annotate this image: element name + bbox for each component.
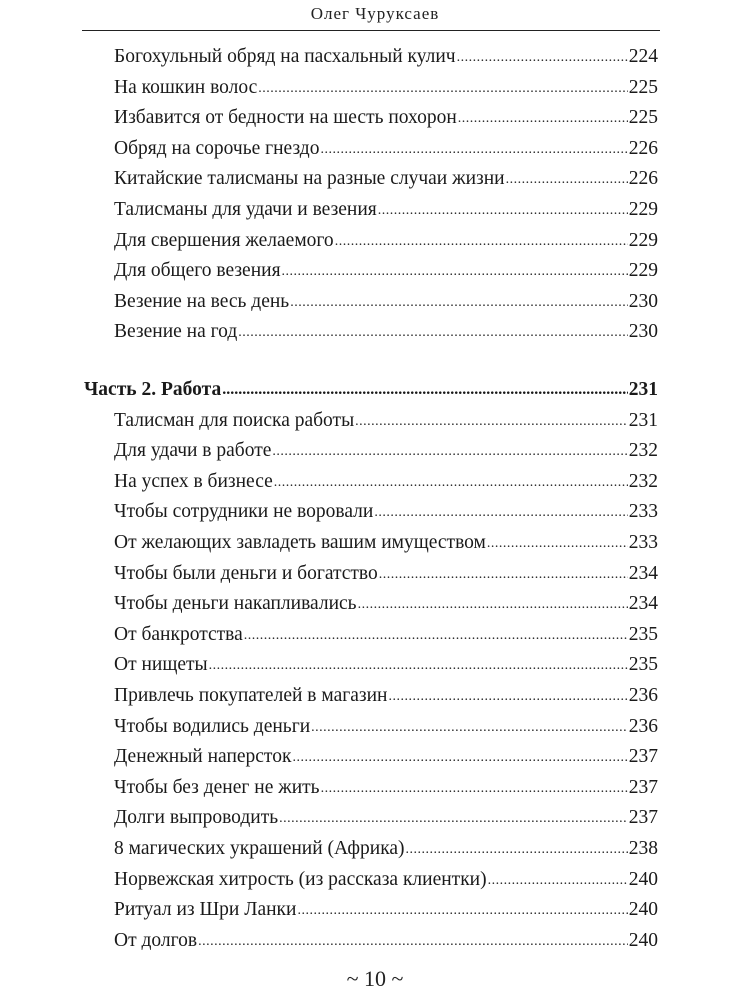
toc-entry-page: 240 xyxy=(628,899,658,921)
toc-entry xyxy=(114,925,658,957)
toc-entry xyxy=(114,194,658,226)
toc-entry xyxy=(114,741,658,773)
toc-entry-page: 237 xyxy=(628,807,658,829)
toc-part-entry xyxy=(84,374,658,406)
toc-entry-title: Везение на год xyxy=(114,321,238,343)
toc-entry xyxy=(114,894,658,926)
toc-entry-title: Обряд на сорочье гнездо xyxy=(114,137,320,159)
dot-leader xyxy=(292,740,627,774)
toc-entry xyxy=(114,864,658,896)
dot-leader xyxy=(272,434,627,468)
toc-entry-title: Денежный наперсток xyxy=(114,746,292,768)
dot-leader xyxy=(244,618,628,652)
dot-leader xyxy=(379,557,628,591)
dot-leader xyxy=(297,893,627,927)
toc-entry-page: 237 xyxy=(628,746,658,768)
dot-leader xyxy=(320,132,627,166)
toc-entry-page: 233 xyxy=(628,501,658,523)
toc-entry-title: Талисман для поиска работы xyxy=(114,409,355,431)
dot-leader xyxy=(358,587,628,621)
toc-entry xyxy=(114,133,658,165)
dot-leader xyxy=(274,465,628,499)
toc-entry-title: От банкротства xyxy=(114,623,243,645)
dot-leader xyxy=(279,801,628,835)
dot-leader xyxy=(238,315,628,349)
toc-entry-title: Чтобы были деньги и богатство xyxy=(114,562,378,584)
toc-entry-page: 225 xyxy=(628,107,658,129)
toc-entry-page: 240 xyxy=(628,929,658,951)
dot-leader xyxy=(378,193,628,227)
toc-entry-page: 235 xyxy=(628,654,658,676)
dot-leader xyxy=(388,679,627,713)
toc-entry-title: Везение на весь день xyxy=(114,290,290,312)
toc-entry xyxy=(114,802,658,834)
dot-leader xyxy=(355,404,628,438)
toc-entry-page: 225 xyxy=(628,76,658,98)
toc-entry-page: 230 xyxy=(628,321,658,343)
toc-entry xyxy=(114,405,658,437)
toc-entry-title: Для общего везения xyxy=(114,260,281,282)
toc-entry xyxy=(114,286,658,318)
toc-entry-title: Для удачи в работе xyxy=(114,440,272,462)
toc-entry-title: Привлечь покупателей в магазин xyxy=(114,685,388,706)
dot-leader xyxy=(258,71,627,105)
toc-entry xyxy=(114,680,658,712)
toc-entry-title: На кошкин волос xyxy=(114,76,258,98)
page-number: ~ 10 ~ xyxy=(346,966,404,991)
toc-entry xyxy=(114,619,658,651)
toc-entry-page: 229 xyxy=(628,260,658,282)
dot-leader xyxy=(198,924,628,958)
toc-entry-page: 226 xyxy=(628,168,658,190)
toc-entry-page: 236 xyxy=(628,685,658,706)
dot-leader xyxy=(506,162,628,196)
toc-entry-title: Чтобы сотрудники не воровали xyxy=(114,501,374,523)
toc-entry xyxy=(114,558,658,590)
toc-entry-title: Долги выпроводить xyxy=(114,807,279,829)
toc-entry xyxy=(114,466,658,498)
toc-entry xyxy=(114,649,658,681)
toc-entry-page: 233 xyxy=(628,532,658,553)
dot-leader xyxy=(321,771,628,805)
toc-entry-title: 8 магических украшений (Африка) xyxy=(114,838,405,859)
toc-entry-title: От желающих завладеть вашим имуществом xyxy=(114,532,486,553)
dot-leader xyxy=(222,373,628,406)
toc-entry-page: 236 xyxy=(628,715,658,737)
toc-entry-page: 234 xyxy=(628,562,658,584)
toc-entry-title: От долгов xyxy=(114,929,198,951)
toc-entry xyxy=(114,72,658,104)
toc-entry-title: Избавится от бедности на шесть похорон xyxy=(114,107,457,129)
toc-entry xyxy=(114,527,658,559)
toc-entry-page: 229 xyxy=(628,199,658,220)
toc-entry-title: Чтобы без денег не жить xyxy=(114,776,320,798)
toc-entry-title: Часть 2. Работа xyxy=(84,379,222,400)
toc-entry-title: Чтобы водились деньги xyxy=(114,715,311,737)
toc-entry-page: 235 xyxy=(628,623,658,645)
toc-entry xyxy=(114,255,658,287)
dot-leader xyxy=(458,101,628,135)
toc-entry-title: Чтобы деньги накапливались xyxy=(114,593,357,615)
toc-entry-page: 231 xyxy=(628,379,658,400)
toc-entry-page: 226 xyxy=(628,137,658,159)
toc-entry xyxy=(114,41,658,73)
running-header: Олег Чуруксаев xyxy=(310,4,440,23)
toc-entry xyxy=(114,435,658,467)
toc-entry-page: 230 xyxy=(628,290,658,312)
dot-leader xyxy=(374,495,627,529)
dot-leader xyxy=(487,526,628,560)
toc-entry-page: 229 xyxy=(628,229,658,251)
dot-leader xyxy=(209,648,628,682)
dot-leader xyxy=(406,832,628,866)
dot-leader xyxy=(282,254,628,288)
toc-entry xyxy=(114,225,658,257)
header-rule xyxy=(82,30,660,31)
toc-entry-page: 232 xyxy=(628,440,658,462)
toc-entry xyxy=(114,711,658,743)
toc-entry xyxy=(114,833,658,865)
dot-leader xyxy=(488,863,628,897)
dot-leader xyxy=(457,40,628,74)
toc-entry-page: 240 xyxy=(628,868,658,890)
toc-entry-page: 238 xyxy=(628,838,658,859)
toc-entry xyxy=(114,772,658,804)
toc-entry-title: Норвежская хитрость (из рассказа клиентки) xyxy=(114,868,487,890)
dot-leader xyxy=(290,285,628,319)
toc-entry xyxy=(114,496,658,528)
dot-leader xyxy=(335,224,628,258)
dot-leader xyxy=(311,710,628,744)
toc-entry-page: 232 xyxy=(628,470,658,492)
toc-entry-page: 237 xyxy=(628,776,658,798)
toc-entry xyxy=(114,102,658,134)
toc-entry-title: На успех в бизнесе xyxy=(114,470,273,492)
toc-entry-title: Талисманы для удачи и везения xyxy=(114,199,377,220)
toc-entry-title: Богохульный обряд на пасхальный кулич xyxy=(114,46,456,67)
toc-entry-title: Для свершения желаемого xyxy=(114,229,334,251)
toc-entry-title: От нищеты xyxy=(114,654,208,676)
toc-entry-title: Ритуал из Шри Ланки xyxy=(114,899,297,921)
toc-entry xyxy=(114,588,658,620)
toc-entry xyxy=(114,316,658,348)
toc-entry-page: 234 xyxy=(628,593,658,615)
toc-entry-page: 231 xyxy=(628,409,658,431)
toc-entry-page: 224 xyxy=(628,46,658,67)
toc-entry xyxy=(114,163,658,195)
toc-entry-title: Китайские талисманы на разные случаи жизни xyxy=(114,168,505,190)
